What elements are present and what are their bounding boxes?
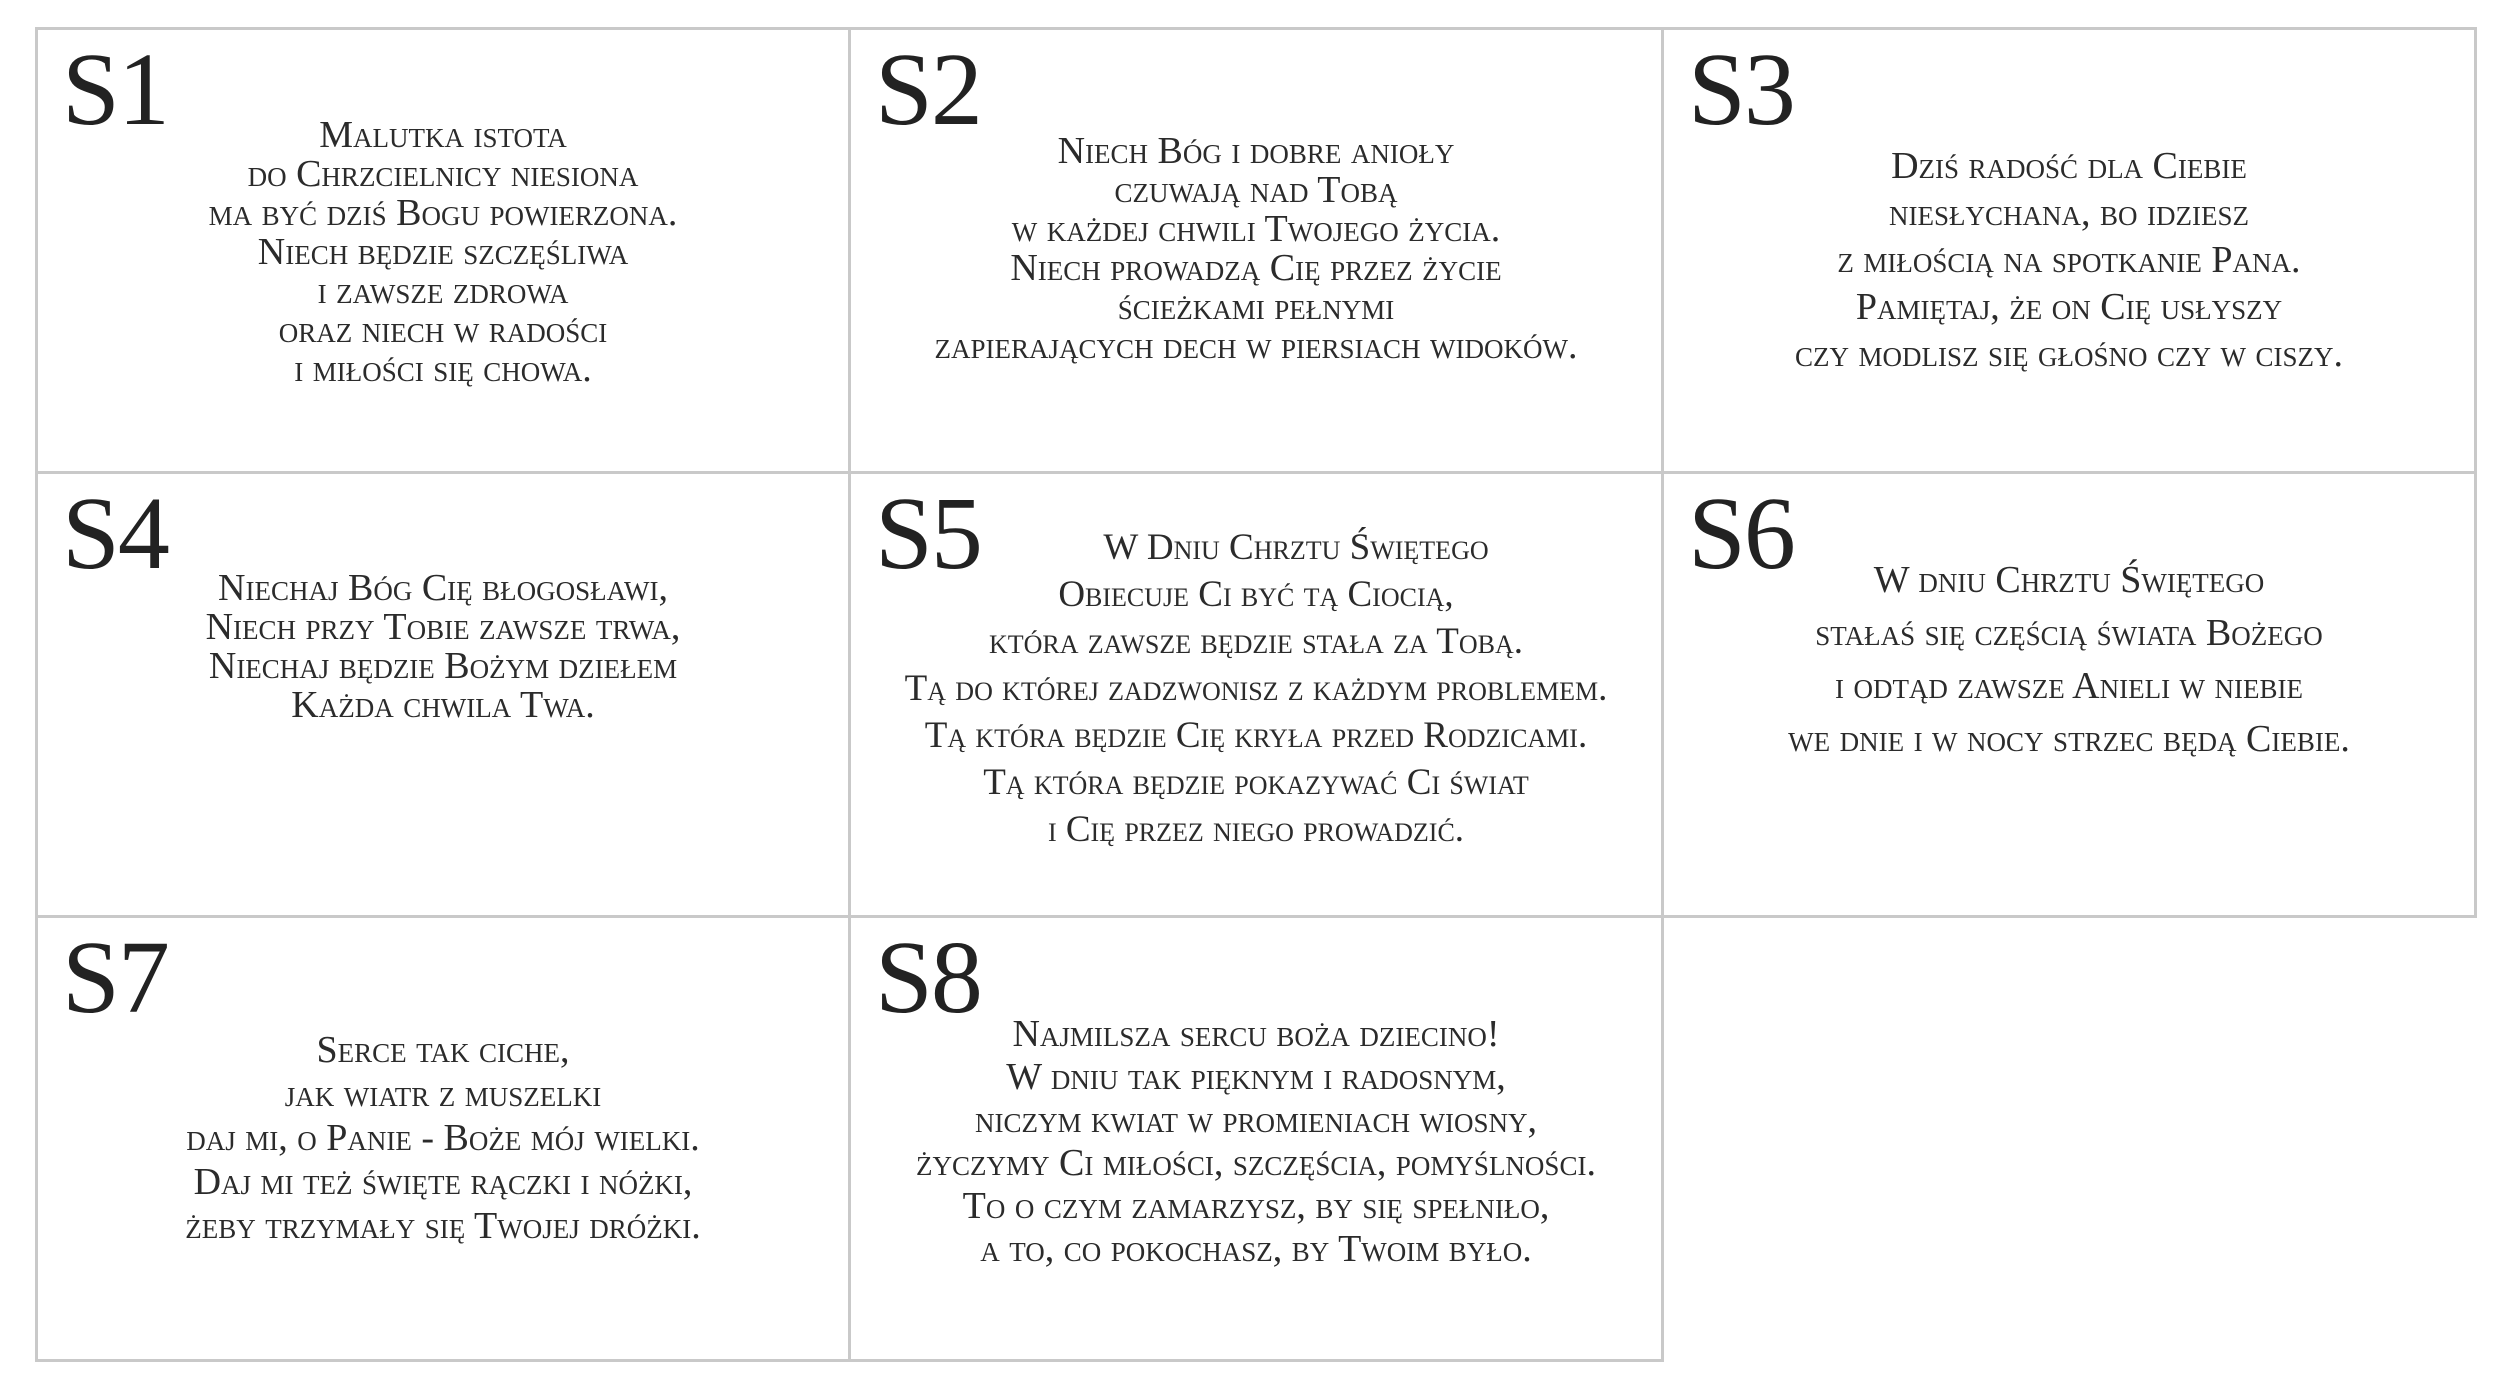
verse-line: Każda chwila Twa. [291, 684, 595, 726]
verse-line: z miłością na spotkanie Pana. [1837, 239, 2301, 281]
verse-text [849, 524, 1663, 853]
verse-line: i odtąd zawsze Anieli w niebie [1834, 665, 2304, 707]
verse-line: Pamiętaj, że on Cię usłyszy [1855, 286, 2283, 328]
verse-text [48, 569, 838, 725]
verse-line: i Cię przez niego prowadzić. [1047, 809, 1465, 850]
verse-line: Niech prowadzą Cię przez życie [1010, 247, 1502, 289]
card-id: S4 [62, 476, 168, 591]
verse-line: To o czym zamarzysz, by się spełniło, [962, 1185, 1550, 1227]
verse-line: oraz niech w radości [278, 309, 608, 351]
verse-text [861, 1013, 1651, 1271]
card-id: S3 [1688, 32, 1794, 147]
verse-line: Malutka istota [319, 114, 567, 156]
verse-line: jak wiatr z muszelki [284, 1073, 602, 1115]
verse-line: czuwają nad Tobą [1114, 169, 1398, 211]
verse-line: czy modlisz się głośno czy w ciszy. [1795, 333, 2343, 375]
verse-text [1674, 143, 2464, 378]
verse-line: życzymy Ci miłości, szczęścia, pomyślności. [916, 1142, 1596, 1184]
verse-text [48, 1028, 838, 1248]
verse-line: ma być dziś Bogu powierzona. [208, 192, 678, 234]
verse-line: niczym kwiat w promieniach wiosny, [975, 1099, 1537, 1141]
verse-text [1674, 554, 2464, 766]
verse-line: Najmilsza sercu boża dziecino! [1012, 1013, 1500, 1055]
verse-line: zapierających dech w piersiach widoków. [934, 325, 1578, 367]
verse-line: do Chrzcielnicy niesiona [247, 153, 639, 195]
verse-line: żeby trzymały się Twojej dróżki. [185, 1205, 701, 1247]
verse-line: Tą która będzie pokazywać Ci świat [983, 762, 1529, 803]
verse-line: ścieżkami pełnymi [1117, 286, 1395, 328]
verse-line: Tą do której zadzwonisz z każdym problemem. [904, 668, 1608, 709]
verse-line: i zawsze zdrowa [317, 270, 569, 312]
verse-line: Niech będzie szczęśliwa [257, 231, 629, 273]
verse-line: Dziś radość dla Ciebie [1891, 145, 2247, 187]
verse-line: Serce tak ciche, [316, 1029, 570, 1071]
verse-line: W Dniu Chrztu Świętego [1103, 527, 1489, 568]
verse-line: niesłychana, bo idziesz [1889, 192, 2249, 234]
card-s5 [848, 471, 1664, 918]
card-s1 [35, 27, 851, 474]
card-s3 [1661, 27, 2477, 474]
verse-line: a to, co pokochasz, by Twoim było. [980, 1228, 1532, 1270]
verse-line: Niechaj będzie Bożym dziełem [208, 645, 678, 687]
verse-text [48, 116, 838, 389]
card-s7 [35, 915, 851, 1362]
verse-text [861, 132, 1651, 366]
verse-line: i miłości się chowa. [294, 348, 592, 390]
verse-line: daj mi, o Panie - Boże mój wielki. [186, 1117, 700, 1159]
card-id: S1 [62, 32, 168, 147]
verse-line: W dniu tak pięknym i radosnym, [1006, 1056, 1506, 1098]
verse-line: stałaś się częścią świata Bożego [1815, 612, 2323, 654]
card-id: S8 [875, 920, 981, 1035]
card-s8 [848, 915, 1664, 1362]
card-id: S6 [1688, 476, 1794, 591]
card-id: S5 [875, 476, 981, 591]
card-s6 [1661, 471, 2477, 918]
card-s2 [848, 27, 1664, 474]
verse-line: we dnie i w nocy strzec będą Ciebie. [1788, 718, 2350, 760]
verse-line: Tą która będzie Cię kryła przed Rodzicami. [924, 715, 1588, 756]
card-s4 [35, 471, 851, 918]
verse-line: Niechaj Bóg Cię błogosławi, [218, 567, 668, 609]
verse-line: w każdej chwili Twojego życia. [1011, 208, 1501, 250]
verse-line: Niech Bóg i dobre anioły [1057, 130, 1455, 172]
verse-line: Daj mi też święte rączki i nóżki, [193, 1161, 693, 1203]
card-id: S2 [875, 32, 981, 147]
verse-line: która zawsze będzie stała za Tobą. [989, 621, 1523, 662]
verse-line: W dniu Chrztu Świętego [1873, 559, 2265, 601]
dedication-card-sheet [35, 27, 2471, 1359]
verse-line: Niech przy Tobie zawsze trwa, [205, 606, 681, 648]
card-id: S7 [62, 920, 168, 1035]
verse-line: Obiecuje Ci być tą Ciocią, [1058, 574, 1454, 615]
